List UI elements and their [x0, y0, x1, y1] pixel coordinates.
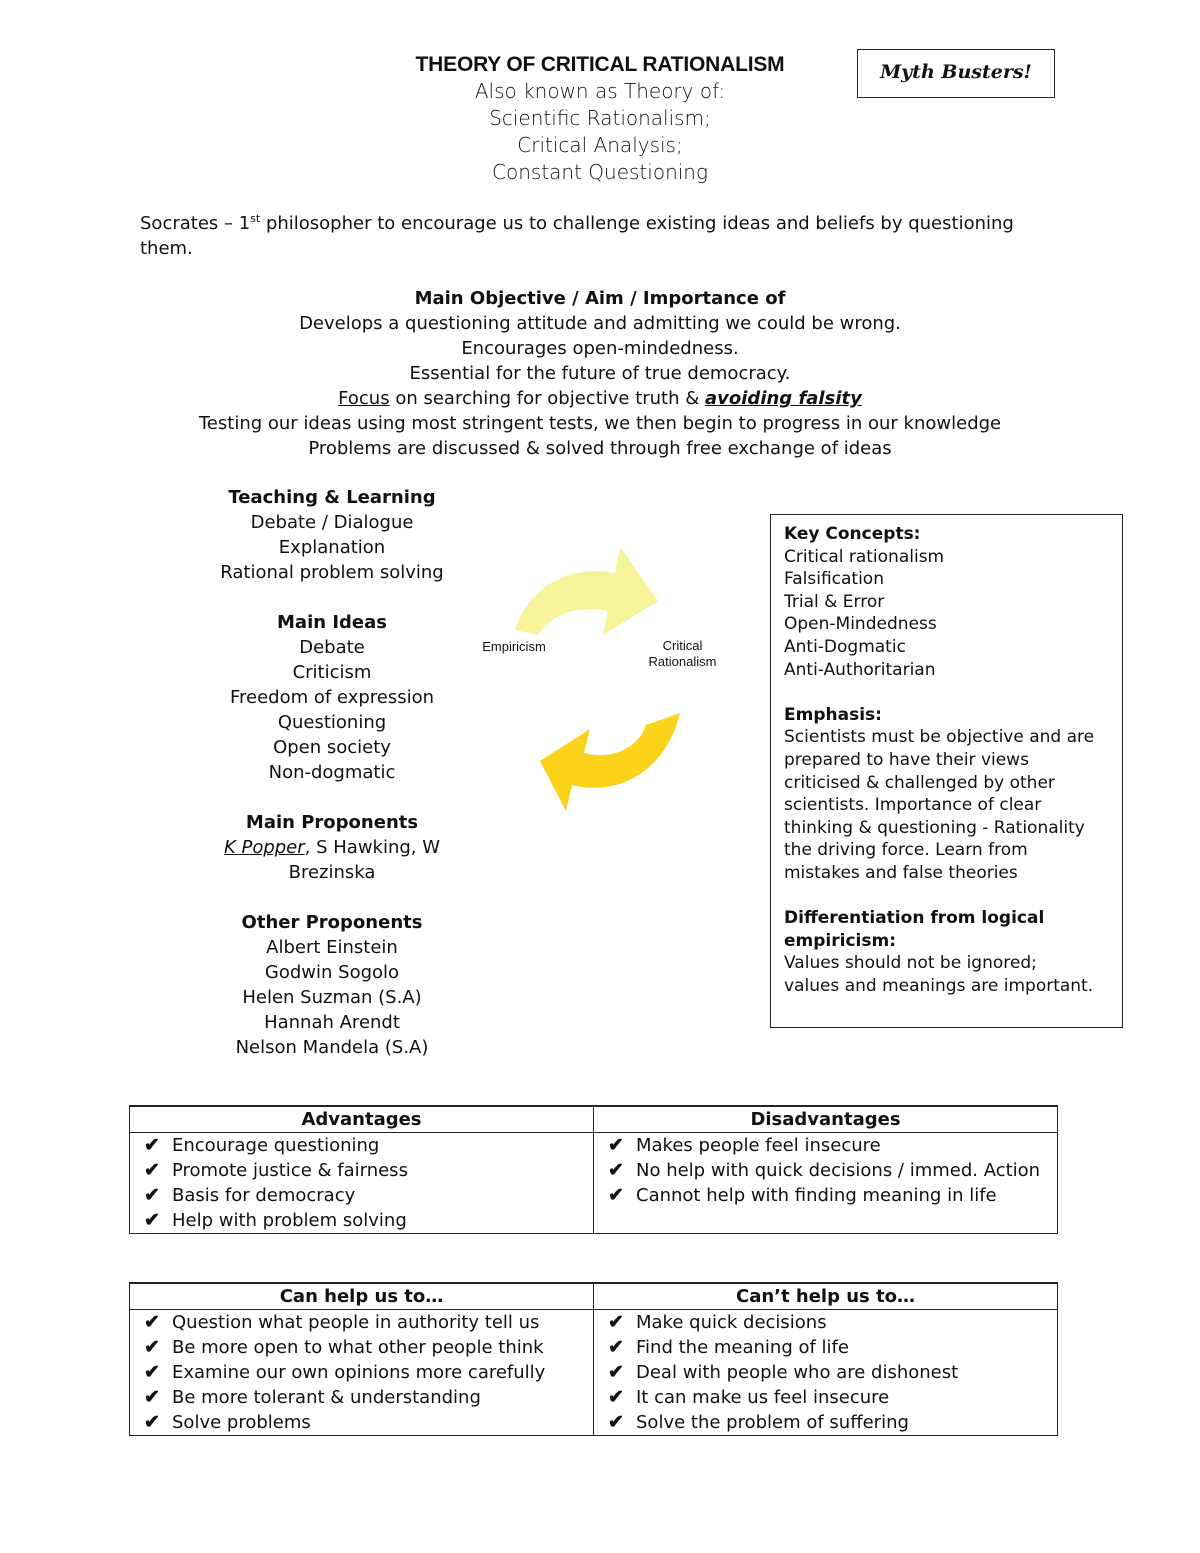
- differentiation-line: values and meanings are important.: [784, 975, 1094, 996]
- objective-line: Testing our ideas using most stringent tests, we then begin to progress in our knowledge: [198, 413, 1002, 434]
- check-icon: ✔: [144, 1159, 160, 1181]
- subtitle-alt-3: Constant Questioning: [492, 160, 708, 184]
- objective-section: [150, 286, 1050, 461]
- subtitle-alt-1: Scientific Rationalism;: [489, 106, 711, 130]
- other-proponent-item: Godwin Sogolo: [264, 962, 400, 983]
- cycle-diagram: [470, 535, 740, 825]
- focus-mid: on searching for objective truth &: [389, 388, 706, 409]
- can-help-table: [129, 1282, 1058, 1436]
- emphasis-line: mistakes and false theories: [784, 862, 1018, 883]
- objective-heading: Main Objective / Aim / Importance of: [414, 288, 786, 309]
- main-idea-item: Freedom of expression: [229, 687, 435, 708]
- check-icon: ✔: [608, 1411, 624, 1433]
- advantages-cell: [130, 1133, 594, 1234]
- socrates-rest: philosopher to encourage us to challenge existing ideas and beliefs by questioning them.: [140, 213, 1014, 259]
- popper-name: K Popper: [223, 837, 305, 858]
- advantage-item: ✔ Help with problem solving: [144, 1209, 407, 1231]
- cant-help-cell: [594, 1310, 1058, 1436]
- other-proponent-item: Albert Einstein: [266, 937, 398, 958]
- key-concept-item: Trial & Error: [784, 591, 885, 612]
- subtitle-alt-2: Critical Analysis;: [517, 133, 683, 157]
- teaching-item: Explanation: [278, 537, 386, 558]
- page-title: THEORY OF CRITICAL RATIONALISM: [415, 53, 785, 76]
- advantage-item: ✔ Promote justice & fairness: [144, 1159, 408, 1181]
- main-idea-item: Open society: [273, 737, 391, 758]
- can-help-item: ✔ Solve problems: [144, 1411, 311, 1433]
- emphasis-line: the driving force. Learn from: [784, 840, 1028, 861]
- teaching-heading: Teaching & Learning: [228, 487, 436, 508]
- can-help-item: ✔ Examine our own opinions more carefully: [144, 1361, 546, 1383]
- empiricism-label: Empiricism: [482, 639, 546, 654]
- can-help-cell: [130, 1310, 594, 1436]
- other-proponent-item: Hannah Arendt: [264, 1012, 400, 1033]
- cant-help-item: ✔ It can make us feel insecure: [608, 1386, 890, 1408]
- socrates-sup: st: [250, 212, 261, 225]
- advantage-item: ✔ Basis for democracy: [144, 1184, 356, 1206]
- cant-help-item: ✔ Find the meaning of life: [608, 1336, 849, 1358]
- advantages-header: Advantages: [130, 1106, 594, 1133]
- socrates-lead: Socrates – 1: [140, 213, 251, 234]
- differentiation-heading-2: empiricism:: [784, 930, 896, 951]
- emphasis-line: prepared to have their views: [784, 749, 1029, 770]
- key-concept-item: Critical rationalism: [784, 546, 945, 567]
- emphasis-line: Scientists must be objective and are: [784, 727, 1095, 748]
- check-icon: ✔: [144, 1411, 160, 1433]
- check-icon: ✔: [608, 1134, 624, 1156]
- cant-help-item: ✔ Make quick decisions: [608, 1311, 827, 1333]
- emphasis-line: scientists. Importance of clear: [784, 795, 1042, 816]
- bottom-arrow: [540, 713, 680, 811]
- check-icon: ✔: [144, 1336, 160, 1358]
- key-concept-item: Anti-Dogmatic: [784, 636, 906, 657]
- disadvantages-header: Disadvantages: [594, 1106, 1058, 1133]
- disadvantage-item: ✔ Cannot help with finding meaning in life: [608, 1184, 997, 1206]
- advantage-item: ✔ Encourage questioning: [144, 1134, 380, 1156]
- title-block: [300, 52, 900, 186]
- myth-busters-badge: Myth Busters!: [857, 49, 1055, 98]
- main-idea-item: Non-dogmatic: [268, 762, 396, 783]
- cant-help-item: ✔ Deal with people who are dishonest: [608, 1361, 959, 1383]
- objective-line: Problems are discussed & solved through free exchange of ideas: [308, 438, 892, 459]
- differentiation-heading-1: Differentiation from logical: [784, 908, 1045, 929]
- check-icon: ✔: [608, 1336, 624, 1358]
- key-concept-item: Open-Mindedness: [784, 614, 937, 635]
- socrates-paragraph: [140, 211, 1040, 261]
- critical-label-line-1: Critical: [662, 638, 703, 653]
- check-icon: ✔: [608, 1184, 624, 1206]
- teaching-item: Rational problem solving: [220, 562, 444, 583]
- avoiding-falsity: avoiding falsity: [705, 388, 862, 409]
- main-idea-item: Debate: [299, 637, 365, 658]
- main-idea-item: Questioning: [277, 712, 387, 733]
- check-icon: ✔: [144, 1184, 160, 1206]
- main-ideas-heading: Main Ideas: [277, 612, 387, 633]
- key-concepts-box: [770, 514, 1123, 1028]
- objective-line: Encourages open-mindedness.: [461, 338, 739, 359]
- proponents-rest: , S Hawking, W Brezinska: [288, 837, 441, 883]
- emphasis-line: criticised & challenged by other: [784, 772, 1055, 793]
- main-idea-item: Criticism: [292, 662, 372, 683]
- check-icon: ✔: [608, 1361, 624, 1383]
- can-help-item: ✔ Be more open to what other people think: [144, 1336, 544, 1358]
- check-icon: ✔: [144, 1361, 160, 1383]
- cycle-arrows: [470, 535, 740, 825]
- main-proponents-line: [182, 835, 482, 885]
- check-icon: ✔: [144, 1311, 160, 1333]
- check-icon: ✔: [144, 1209, 160, 1231]
- left-column: [182, 485, 482, 1060]
- teaching-item: Debate / Dialogue: [250, 512, 414, 533]
- objective-line: [150, 386, 1050, 411]
- top-arrow: [515, 547, 658, 635]
- cant-help-item: ✔ Solve the problem of suffering: [608, 1411, 909, 1433]
- disadvantage-item: ✔ No help with quick decisions / immed. Action: [608, 1159, 1041, 1181]
- objective-line: Develops a questioning attitude and admitting we could be wrong.: [299, 313, 901, 334]
- critical-label-line-2: Rationalism: [648, 654, 717, 669]
- other-proponent-item: Nelson Mandela (S.A): [235, 1037, 429, 1058]
- cant-help-header: Can’t help us to…: [594, 1283, 1058, 1310]
- can-help-item: ✔ Be more tolerant & understanding: [144, 1386, 481, 1408]
- focus-word: Focus: [338, 388, 390, 409]
- can-help-item: ✔ Question what people in authority tell us: [144, 1311, 540, 1333]
- check-icon: ✔: [608, 1159, 624, 1181]
- other-proponents-heading: Other Proponents: [241, 912, 423, 933]
- key-concept-item: Falsification: [784, 569, 884, 590]
- emphasis-heading: Emphasis:: [784, 704, 882, 725]
- other-proponent-item: Helen Suzman (S.A): [242, 987, 422, 1008]
- check-icon: ✔: [608, 1311, 624, 1333]
- differentiation-line: Values should not be ignored;: [784, 953, 1037, 974]
- objective-line: Essential for the future of true democracy.: [409, 363, 791, 384]
- can-help-header: Can help us to…: [130, 1283, 594, 1310]
- disadvantage-item: ✔ Makes people feel insecure: [608, 1134, 881, 1156]
- subtitle-aka: Also known as Theory of:: [474, 79, 726, 103]
- advantages-table: [129, 1105, 1058, 1234]
- disadvantages-cell: [594, 1133, 1058, 1234]
- key-concepts-heading: Key Concepts:: [784, 524, 921, 544]
- main-proponents-heading: Main Proponents: [245, 812, 419, 833]
- check-icon: ✔: [144, 1386, 160, 1408]
- check-icon: ✔: [144, 1134, 160, 1156]
- critical-rationalism-label: [635, 638, 730, 670]
- check-icon: ✔: [608, 1386, 624, 1408]
- emphasis-line: thinking & questioning - Rationality: [784, 817, 1085, 838]
- key-concept-item: Anti-Authoritarian: [784, 659, 936, 680]
